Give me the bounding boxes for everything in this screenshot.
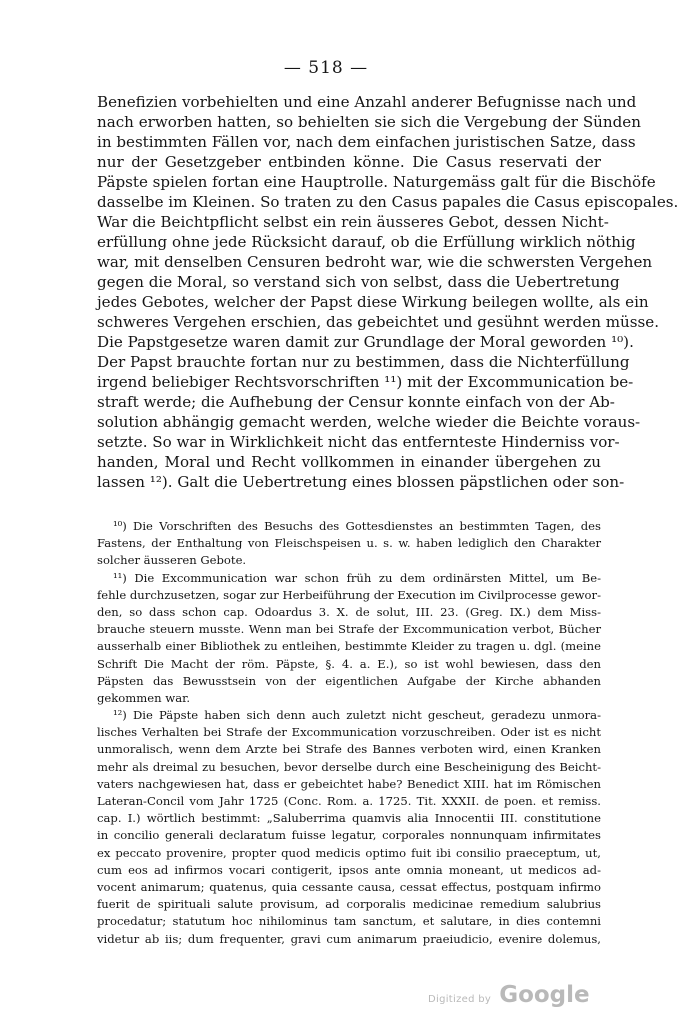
footnote-12 xyxy=(97,707,601,948)
body-line: dasselbe im Kleinen. So traten zu den Casus papales die Casus episcopales. xyxy=(97,193,678,211)
footnote-line: Päpsten das Bewusstsein von der eigentlichen Aufgabe der Kirche abhanden xyxy=(97,673,601,688)
footnote-line: lisches Verhalten bei Strafe der Excommunication vorzuschreiben. Oder ist es nicht xyxy=(97,725,601,740)
footnote-line: Fastens, der Enthaltung von Fleischspeisen u. s. w. haben lediglich den Charakter xyxy=(97,536,601,551)
footnote-line: solcher äusseren Gebote. xyxy=(97,553,247,568)
footnote-10 xyxy=(97,518,601,570)
digitized-label: Digitized by xyxy=(428,994,492,1005)
footnote-line: den, so dass schon cap. Odoardus 3. X. de solut, III. 23. (Greg. IX.) dem Miss- xyxy=(97,604,601,619)
footnote-11 xyxy=(97,570,601,708)
footnote-line: ¹¹) Die Excommunication war schon früh zu dem ordinärsten Mittel, um Be- xyxy=(113,570,601,585)
footnote-line: cum eos ad infirmos vocari contigerit, ipsos ante omnia moneant, ut medicos ad- xyxy=(97,862,601,877)
footnote-line: mehr als dreimal zu besuchen, bevor derselbe durch eine Bescheinigung des Beicht- xyxy=(97,759,601,774)
page-number: — 518 — xyxy=(283,58,369,78)
body-line: erfüllung ohne jede Rücksicht darauf, ob die Erfüllung wirklich nöthig xyxy=(97,233,636,251)
footnote-line: unmoralisch, wenn dem Arzte bei Strafe des Bannes verboten wird, einen Kranken xyxy=(97,742,601,757)
footnote-line: Lateran-Concil vom Jahr 1725 (Conc. Rom. a. 1725. Tit. XXXII. de poen. et remiss. xyxy=(97,794,601,808)
footnote-line: vaters nachgewiesen hat, dass er gebeichtet habe? Benedict XIII. hat im Römischen xyxy=(97,776,601,791)
body-line: Der Papst brauchte fortan nur zu bestimmen, dass die Nichterfüllung xyxy=(97,353,630,371)
body-line: setzte. So war in Wirklichkeit nicht das entfernteste Hinderniss vor- xyxy=(97,433,620,451)
body-line: war, mit denselben Censuren bedroht war, wie die schwersten Vergehen xyxy=(97,253,653,271)
footnote-line: videtur ab iis; dum frequenter, gravi cum animarum praeiudicio, evenire dolemus, xyxy=(97,931,601,946)
body-line: straft werde; die Aufhebung der Censur konnte einfach von der Ab- xyxy=(97,393,615,411)
footnote-line: procedatur; statutum hoc nihilominus tam sanctum, et salutare, in dies contemni xyxy=(97,914,601,929)
body-line: Benefizien vorbehielten und eine Anzahl anderer Befugnisse nach und xyxy=(97,93,637,111)
footnote-line: vocent animarum; quatenus, quia cessante causa, cessat effectus, postquam infirmo xyxy=(97,879,601,894)
body-line: in bestimmten Fällen vor, nach dem einfachen juristischen Satze, dass xyxy=(97,133,636,151)
body-line: jedes Gebotes, welcher der Papst diese Wirkung beilegen wollte, als ein xyxy=(97,293,649,311)
footnote-line: ausserhalb einer Bibliothek zu entleihen, bestimmte Kleider zu tragen u. dgl. (meine xyxy=(97,639,601,654)
body-line: nach erworben hatten, so behielten sie sich die Vergebung der Sünden xyxy=(97,113,641,131)
footnote-line: fuerit de spirituali salute provisum, ad corporalis medicinae remedium salubrius xyxy=(97,897,601,912)
footnote-line: ¹²) Die Päpste haben sich denn auch zuletzt nicht gescheut, geradezu unmora- xyxy=(113,708,601,723)
google-logo: Google xyxy=(499,982,590,1008)
body-line: handen, Moral und Recht vollkommen in einander übergehen zu xyxy=(97,453,601,471)
footnote-line: ex peccato provenire, propter quod medicis optimo fuit ibi consilio praeceptum, ut, xyxy=(97,845,601,860)
footnote-line: brauche steuern musste. Wenn man bei Strafe der Excommunication verbot, Bücher xyxy=(97,622,601,637)
footnote-line: Schrift Die Macht der röm. Päpste, §. 4. a. E.), so ist wohl bewiesen, dass den xyxy=(97,656,601,671)
body-line: Päpste spielen fortan eine Hauptrolle. Naturgemäss galt für die Bischöfe xyxy=(97,173,656,191)
footnote-line: gekommen war. xyxy=(97,690,191,705)
body-line: nur der Gesetzgeber entbinden könne. Die Casus reservati der xyxy=(97,153,601,171)
body-line: schweres Vergehen erschien, das gebeichtet und gesühnt werden müsse. xyxy=(97,313,659,331)
body-line: Die Papstgesetze waren damit zur Grundlage der Moral geworden ¹⁰). xyxy=(97,333,634,351)
body-line: gegen die Moral, so verstand sich von selbst, dass die Uebertretung xyxy=(97,273,620,291)
footnote-line: in concilio generali declaratum fuisse legatur, corporales nonnunquam infirmitates xyxy=(97,828,601,843)
body-line: irgend beliebiger Rechtsvorschriften ¹¹) mit der Excommunication be- xyxy=(97,373,634,391)
body-line: lassen ¹²). Galt die Uebertretung eines blossen päpstlichen oder son- xyxy=(97,473,625,491)
google-watermark xyxy=(428,982,590,1008)
body-line: War die Beichtpflicht selbst ein rein äusseres Gebot, dessen Nicht- xyxy=(97,213,609,231)
body-line: solution abhängig gemacht werden, welche wieder die Beichte voraus- xyxy=(97,413,641,431)
footnote-line: ¹⁰) Die Vorschriften des Besuchs des Gottesdienstes an bestimmten Tagen, des xyxy=(113,519,601,533)
main-text xyxy=(97,92,678,492)
footnote-line: fehle durchzusetzen, sogar zur Herbeiführung der Execution im Civilprocesse gewor- xyxy=(97,587,601,602)
footnote-line: cap. I.) wörtlich bestimmt: „Saluberrima quamvis alia Innocentii III. constitutione xyxy=(97,811,601,826)
footnotes xyxy=(97,518,601,948)
